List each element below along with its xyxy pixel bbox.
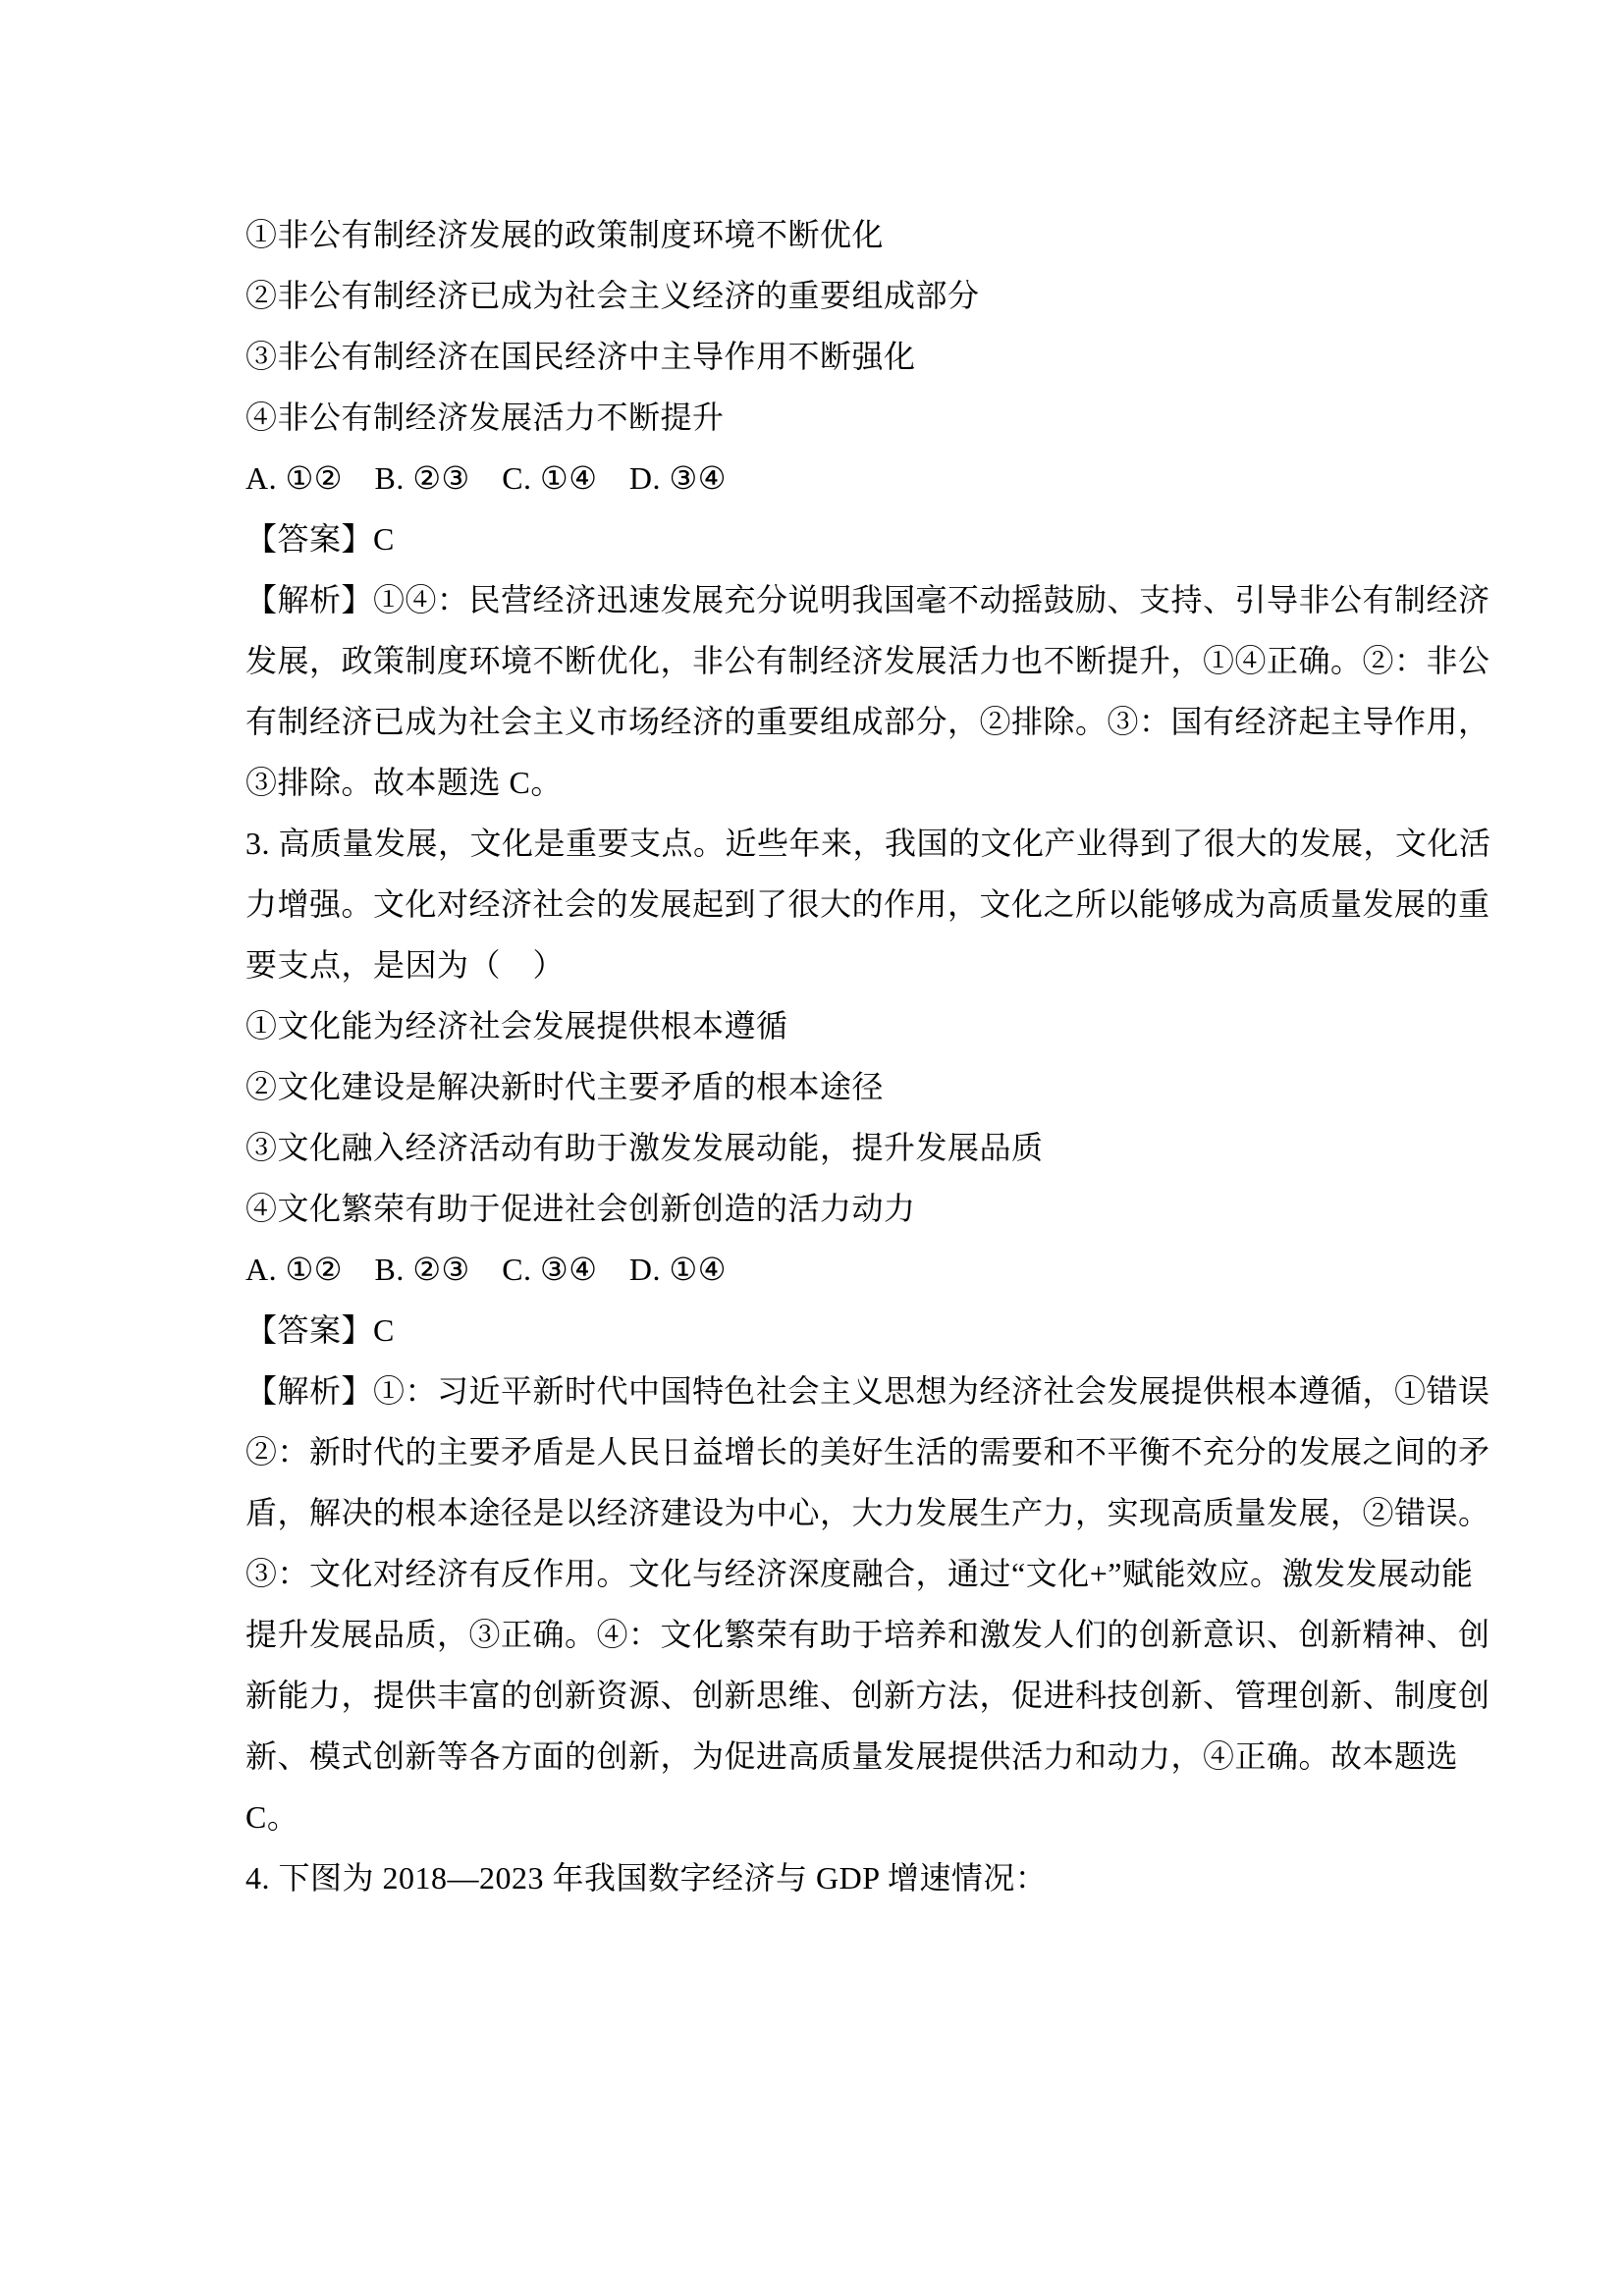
q2-analysis-line-3: 有制经济已成为社会主义市场经济的重要组成部分，②排除。③：国有经济起主导作用， [245, 704, 1490, 739]
q3-analysis-line-2: ②：新时代的主要矛盾是人民日益增长的美好生活的需要和不平衡不充分的发展之间的矛 [245, 1434, 1490, 1469]
q2-choices-line: A. ①② B. ②③ C. ①④ D. ③④ [245, 460, 727, 496]
q2-option-3: ③非公有制经济在国民经济中主导作用不断强化 [245, 339, 916, 374]
q2-analysis-line-4: ③排除。故本题选 C。 [245, 765, 563, 800]
q2-analysis-line-2: 发展，政策制度环境不断优化，非公有制经济发展活力也不断提升，①④正确。②：非公 [245, 643, 1490, 678]
q3-choices-line: A. ①② B. ②③ C. ③④ D. ①④ [245, 1252, 727, 1287]
q3-analysis-line-5: 提升发展品质，③正确。④：文化繁荣有助于培养和激发人们的创新意识、创新精神、创 [245, 1617, 1490, 1652]
q3-analysis-line-3: 盾，解决的根本途径是以经济建设为中心，大力发展生产力，实现高质量发展，②错误。 [245, 1495, 1490, 1530]
q3-analysis-line-8: C。 [245, 1799, 299, 1835]
q3-analysis-line-6: 新能力，提供丰富的创新资源、创新思维、创新方法，促进科技创新、管理创新、制度创 [245, 1678, 1490, 1713]
q3-stem-line-1: 3. 高质量发展，文化是重要支点。近些年来，我国的文化产业得到了很大的发展，文化活 [245, 826, 1491, 861]
q3-option-3: ③文化融入经济活动有助于激发发展动能，提升发展品质 [245, 1130, 1044, 1165]
q2-option-2: ②非公有制经济已成为社会主义经济的重要组成部分 [245, 278, 980, 313]
q3-analysis-line-7: 新、模式创新等各方面的创新，为促进高质量发展提供活力和动力，④正确。故本题选 [245, 1738, 1459, 1774]
q2-option-4: ④非公有制经济发展活力不断提升 [245, 400, 725, 435]
q3-option-1: ①文化能为经济社会发展提供根本遵循 [245, 1008, 788, 1043]
q3-stem-line-2: 力增强。文化对经济社会的发展起到了很大的作用，文化之所以能够成为高质量发展的重 [245, 886, 1490, 922]
document-content [245, 204, 1491, 1908]
q2-answer-line: 【答案】C [245, 521, 395, 557]
q3-stem-line-3: 要支点，是因为（ ） [245, 947, 566, 983]
q3-analysis-line-1: 【解析】①：习近平新时代中国特色社会主义思想为经济社会发展提供根本遵循，①错误 [245, 1373, 1490, 1409]
q4-intro-line: 4. 下图为 2018—2023 年我国数字经济与 GDP 增速情况： [245, 1860, 1048, 1896]
q3-answer-line: 【答案】C [245, 1312, 395, 1348]
q3-option-2: ②文化建设是解决新时代主要矛盾的根本途径 [245, 1069, 885, 1104]
q2-analysis-line-1: 【解析】①④：民营经济迅速发展充分说明我国毫不动摇鼓励、支持、引导非公有制经济 [245, 582, 1490, 617]
q3-analysis-line-4: ③：文化对经济有反作用。文化与经济深度融合，通过“文化+”赋能效应。激发发展动能 [245, 1556, 1474, 1591]
q3-option-4: ④文化繁荣有助于促进社会创新创造的活力动力 [245, 1191, 916, 1226]
q2-option-1: ①非公有制经济发展的政策制度环境不断优化 [245, 217, 885, 252]
